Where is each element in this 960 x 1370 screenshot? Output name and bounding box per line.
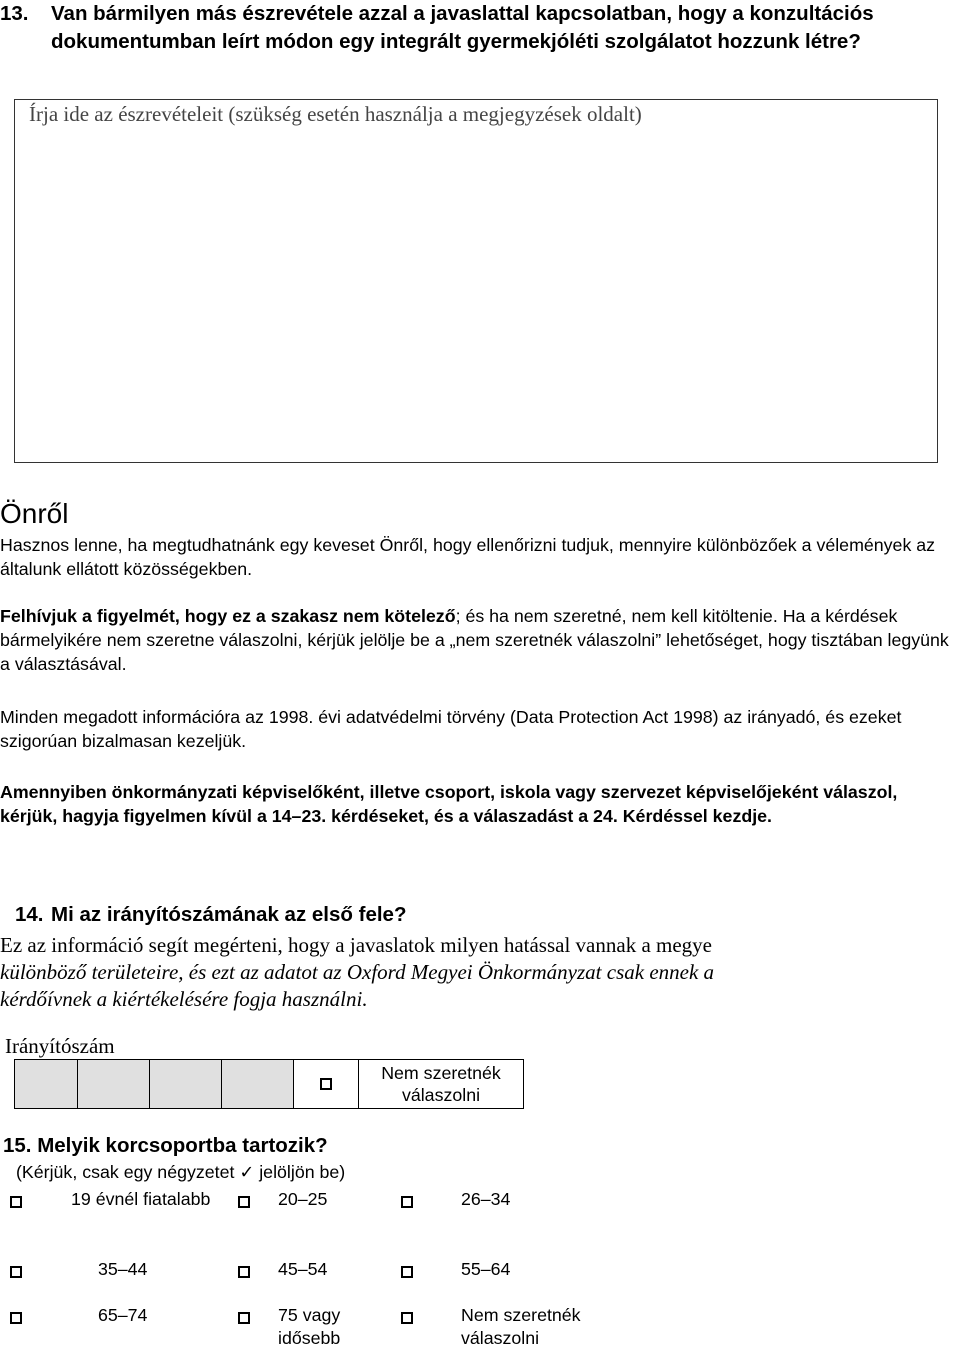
age-label: 45–54 [278,1259,328,1279]
age-label: 65–74 [98,1305,148,1325]
age-label: 26–34 [461,1189,511,1209]
postcode-decline-label [359,1060,524,1109]
note-text: (Kérjük, csak egy négyzetet [16,1162,235,1182]
age-label: 55–64 [461,1259,511,1279]
age-checkbox-65-74[interactable] [10,1312,22,1324]
question-text: Van bármilyen más észrevétele azzal a javaslattal kapcsolatban, hogy a konzultációs dokumentumban leírt módon egy integrált gyermekjóléti szolgálatot hozzunk létre? [51,2,874,53]
postcode-cell-2[interactable] [78,1060,150,1109]
age-label: 35–44 [98,1259,148,1279]
question-text: Mi az irányítószámának az első fele? [51,903,407,926]
notice-paragraph [0,604,958,676]
decline-line: válaszolni [401,1085,481,1105]
postcode-cell-4[interactable] [222,1060,294,1109]
q15-instruction [16,1162,345,1183]
note-line: különböző területeire, és ezt az adatot az Oxford Megyei Önkormányzat csak ennek a [0,960,715,984]
age-checkbox-35-44[interactable] [10,1266,22,1278]
skip-instruction: Amennyiben önkormányzati képviselőként, illetve csoport, iskola vagy szervezet képviselőjeként válaszol, kérjük, hagyja figyelmen kívül a 14–23. kérdéseket, és a válaszadást a 24. Kérdéssel kezdje. [0,782,898,826]
decline-line: Nem szeretnék [381,1063,501,1083]
checkbox-icon [320,1078,332,1090]
age-checkbox-decline[interactable] [401,1312,413,1324]
notice-bold: Felhívjuk a figyelmét, hogy ez a szakasz nem kötelező [0,606,456,626]
age-checkbox-26-34[interactable] [401,1196,413,1208]
section-title: Önről [0,498,69,529]
age-checkbox-20-25[interactable] [238,1196,250,1208]
notice-rest: ; és ha nem szeretné, nem kell kitöltenie. Ha a kérdések bármelyikére nem szeretne válaszolni, kérjük jelölje be a „nem szeretnék válaszolni” lehetőséget, hogy tisztában legyünk a választásával. [0,606,949,674]
q13-answer-box[interactable] [14,99,938,463]
note-line: Ez az információ segít megérteni, hogy a javaslatok milyen hatással vannak a megye [0,933,712,957]
note-line: kérdőívnek a kiértékelésére fogja használni. [0,987,368,1011]
answer-hint: Írja ide az észrevételeit (szükség esetén használja a megjegyzések oldalt) [29,102,642,126]
postcode-cell-1[interactable] [15,1060,78,1109]
age-checkbox-45-54[interactable] [238,1266,250,1278]
age-label: Nem szeretnék válaszolni [461,1305,581,1348]
age-checkbox-under-19[interactable] [10,1196,22,1208]
intro-paragraph: Hasznos lenne, ha megtudhatnánk egy keveset Önről, hogy ellenőrizni tudjuk, mennyire különbözőek a vélemények az általunk ellátott közösségekben. [0,535,936,579]
age-checkbox-55-64[interactable] [401,1266,413,1278]
age-group-options [10,1187,581,1350]
age-checkbox-75-plus[interactable] [238,1312,250,1324]
age-label: 75 vagy idősebb [278,1305,341,1348]
question-15-title: 15. Melyik korcsoportba tartozik? [3,1134,328,1157]
postcode-cell-3[interactable] [150,1060,222,1109]
data-protection-paragraph: Minden megadott információra az 1998. évi adatvédelmi törvény (Data Protection Act 1998) az irányadó, és ezeket szigorúan bizalmasan kezeljük. [0,707,902,751]
note-text: jelöljön be) [259,1162,346,1182]
checkmark-icon: ✓ [239,1162,255,1183]
postcode-decline-checkbox[interactable] [294,1060,359,1109]
age-label: 19 évnél fiatalabb [71,1189,211,1209]
question-14-title [15,903,406,927]
postcode-grid [14,1059,524,1109]
postcode-label: Irányítószám [5,1034,115,1058]
question-number: 14. [15,903,44,926]
age-label: 20–25 [278,1189,328,1209]
q14-note [0,932,960,1013]
question-number: 13. [0,2,29,25]
